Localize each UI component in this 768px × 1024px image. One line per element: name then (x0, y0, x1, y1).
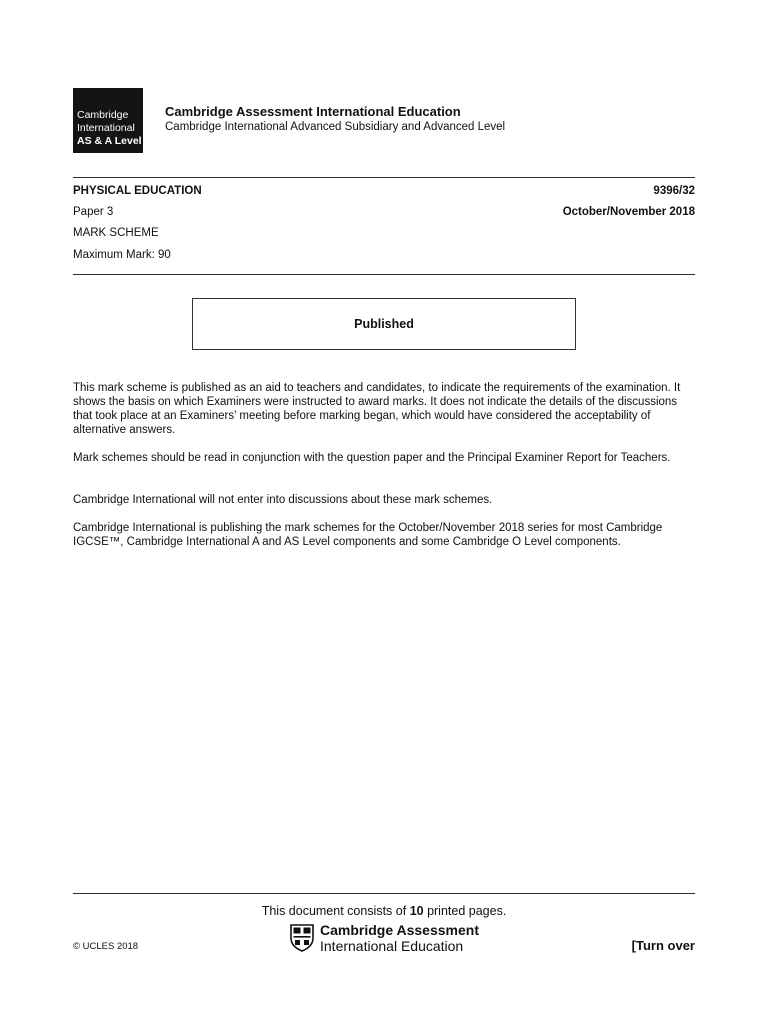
published-status-box (192, 298, 576, 350)
page-count-note: This document consists of 10 printed pages. (261, 904, 507, 918)
organization-title: Cambridge Assessment International Education (165, 104, 461, 119)
page-count: 10 (409, 904, 424, 918)
header-divider-bottom (73, 274, 695, 275)
cambridge-international-logo (73, 88, 143, 153)
turn-over-note: [Turn over (631, 938, 695, 953)
footer-logo-line-2: International Education (320, 938, 464, 954)
organization-subtitle: Cambridge International Advanced Subsidiary and Advanced Level (165, 121, 506, 133)
logo-line-2: International (77, 122, 135, 134)
maximum-mark: Maximum Mark: 90 (73, 249, 171, 261)
series-paragraph: Cambridge International is publishing the mark schemes for the October/November 2018 series for most Cambridge IGCSE™, Cambridge International A and AS Level components and some Cambridge O Level components. (73, 522, 663, 548)
logo-line-1: Cambridge (77, 109, 129, 121)
header-divider-top (73, 177, 695, 178)
discussions-paragraph: Cambridge International will not enter into discussions about these mark schemes. (73, 494, 493, 506)
footer-divider (73, 893, 695, 894)
exam-session: October/November 2018 (562, 206, 695, 218)
syllabus-code: 9396/32 (653, 185, 695, 197)
footer-logo-line-1: Cambridge Assessment (320, 922, 479, 938)
conjunction-paragraph: Mark schemes should be read in conjunction with the question paper and the Principal Examiner Report for Teachers. (73, 452, 671, 464)
logo-line-3: AS & A Level (77, 135, 142, 147)
cambridge-assessment-logo (290, 922, 490, 956)
copyright-notice: © UCLES 2018 (73, 941, 139, 952)
subject-title: PHYSICAL EDUCATION (73, 185, 202, 197)
intro-paragraph: This mark scheme is published as an aid to teachers and candidates, to indicate the requirements of the examination. It shows the basis on which Examiners were instructed to award marks. It does not indicate the details of the discussions that took place at an Examiners’ meeting before marking began, which would have considered the acceptability of alternative answers. (73, 382, 681, 436)
paper-number: Paper 3 (73, 206, 114, 218)
document-type: MARK SCHEME (73, 227, 159, 239)
published-label: Published (354, 317, 414, 331)
shield-icon (290, 924, 314, 952)
